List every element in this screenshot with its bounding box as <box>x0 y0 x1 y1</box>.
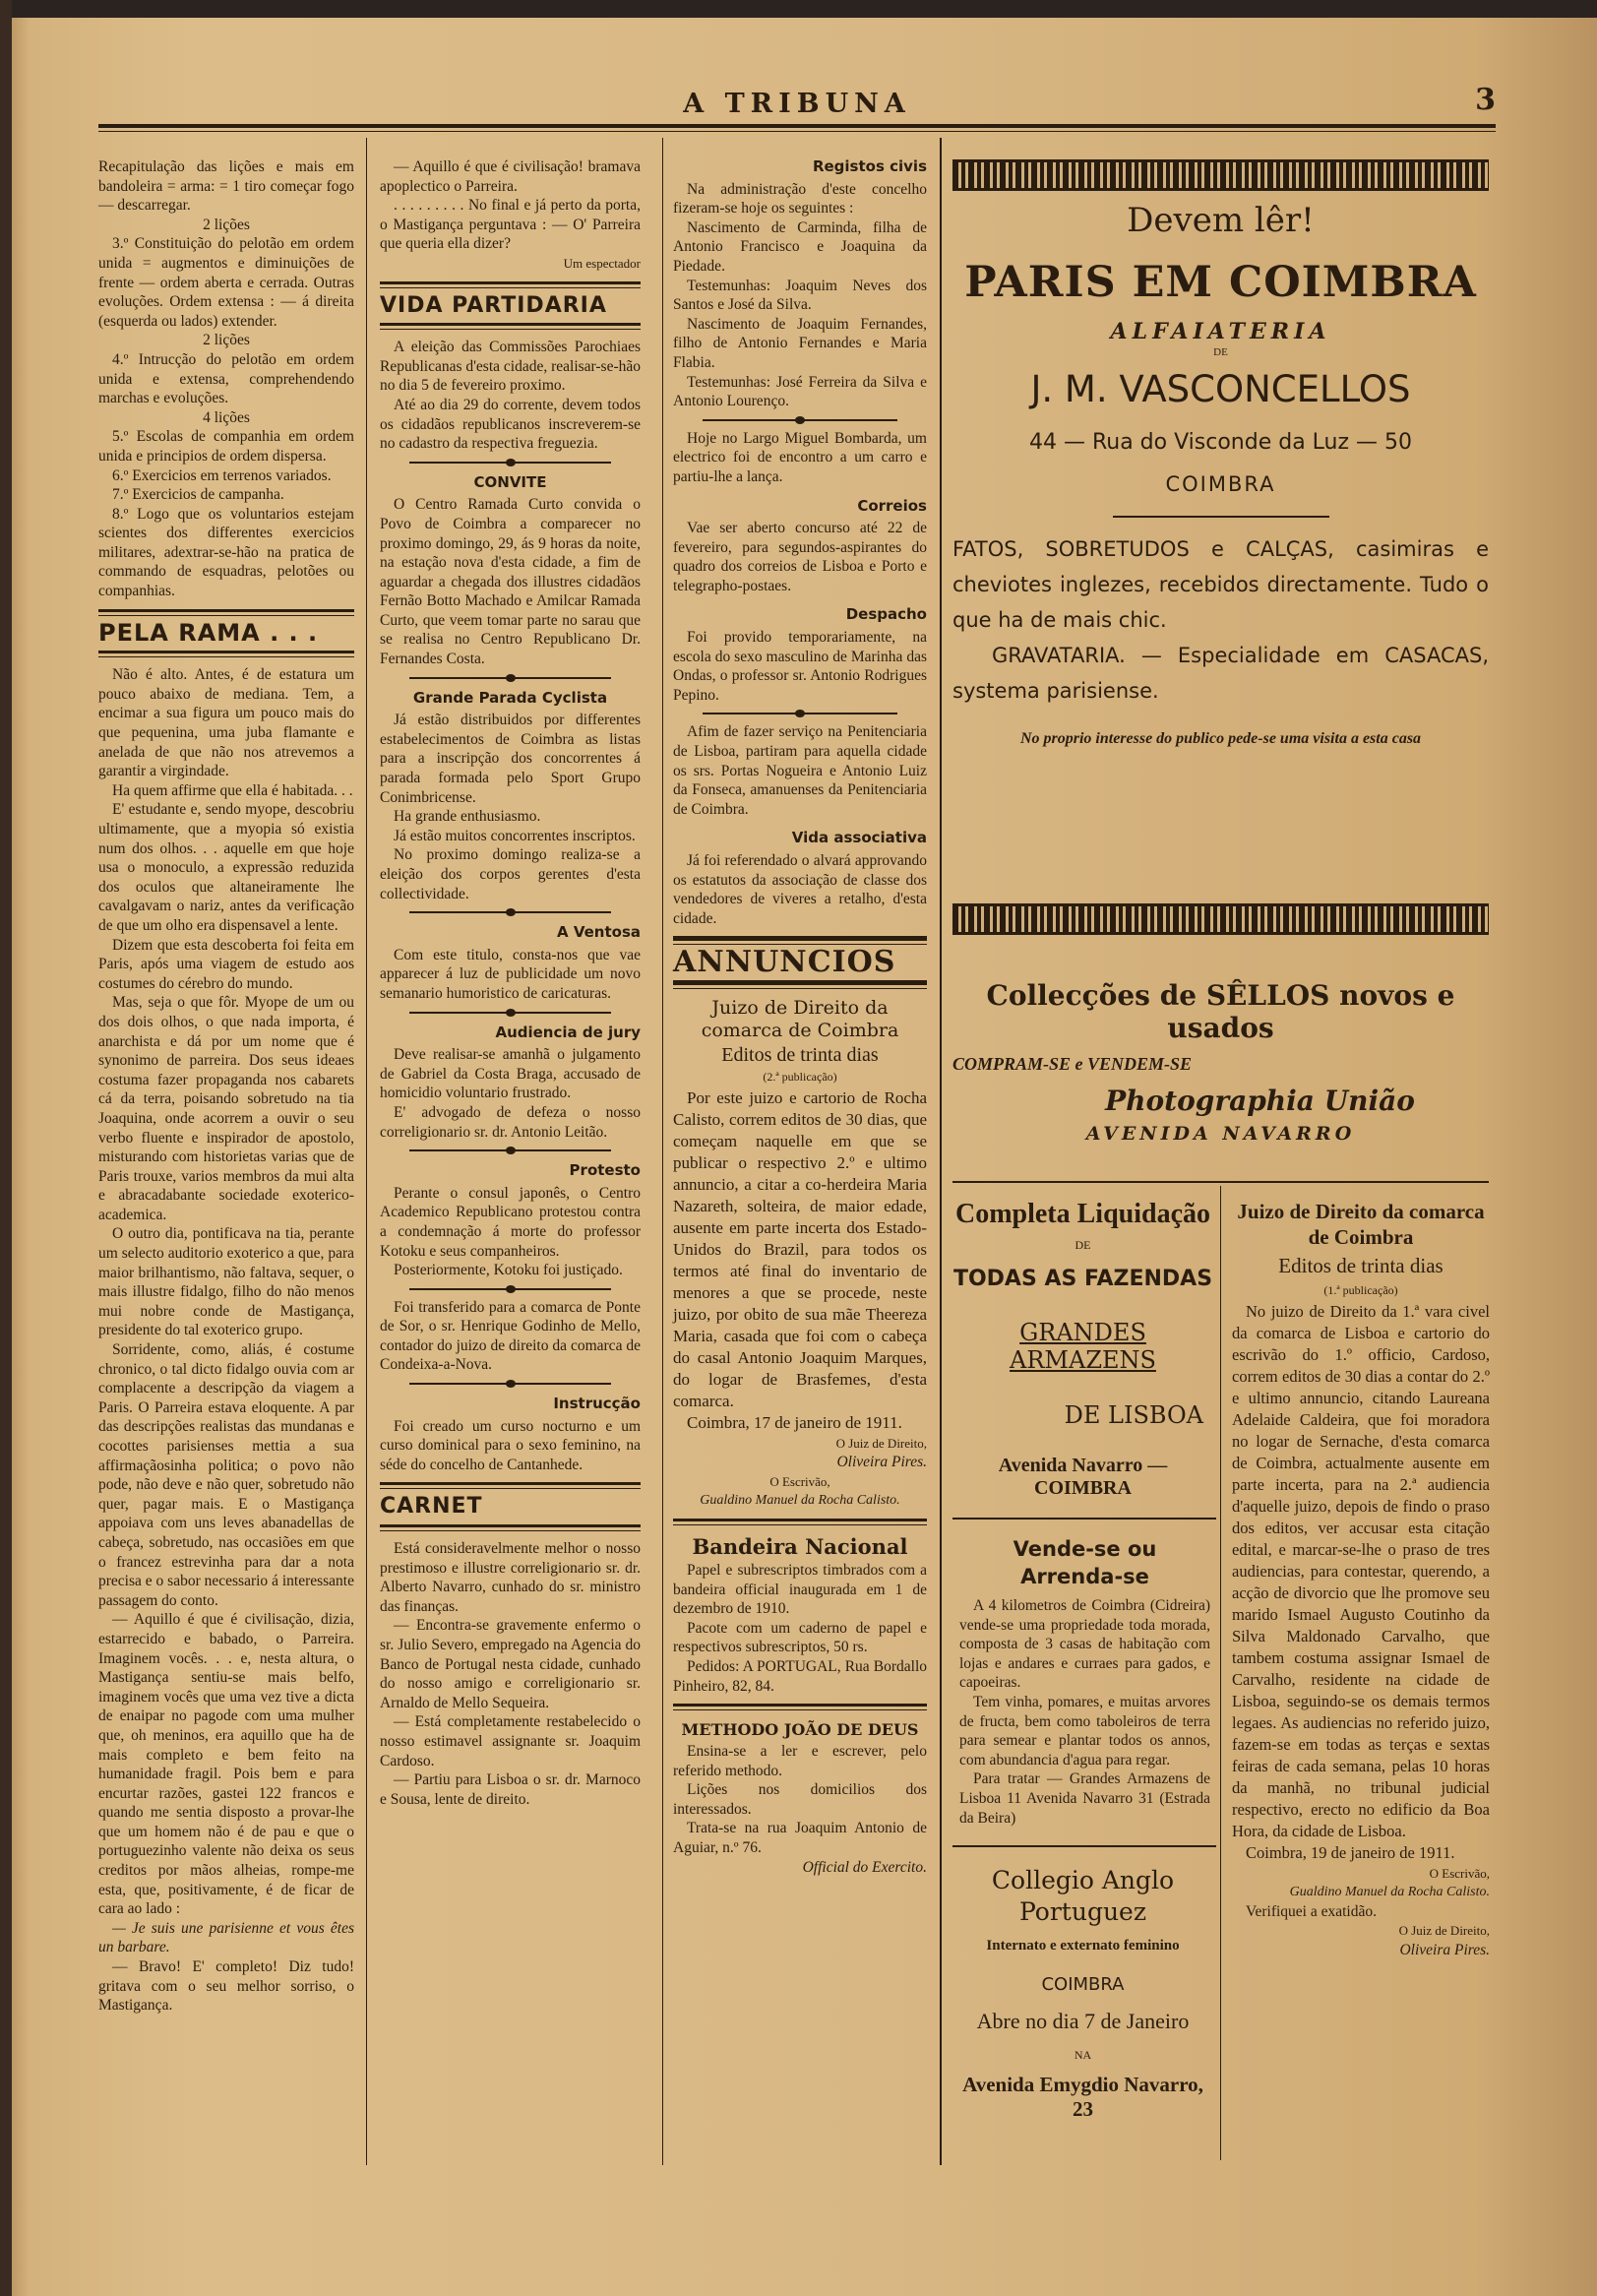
ad-collegio <box>952 1865 1213 2122</box>
section-rule <box>380 323 641 330</box>
paragraph: Testemunhas: Joaquim Neves dos Santos e José da Silva. <box>673 277 927 314</box>
header-rule-thin <box>98 131 1496 132</box>
ad-title: PARIS EM COIMBRA <box>964 258 1477 307</box>
section-rule <box>673 936 927 945</box>
paragraph: Verifiquei a exatidão. <box>1246 1902 1377 1920</box>
ad-subtitle: ALFAIATERIA <box>1110 319 1331 344</box>
paragraph: Deve realisar-se amanhã o julgamento de Gabriel da Costa Braga, accusado de homicidio voluntario frustrado. <box>380 1046 641 1102</box>
separator <box>409 677 611 679</box>
ad-address: Avenida Emygdio Navarro, 23 <box>962 2073 1203 2121</box>
article-title: PELA RAMA . . . <box>98 618 319 647</box>
ad-text: GRAVATARIA. — Especialidade em CASACAS, systema parisiense. <box>952 644 1489 703</box>
paragraph: E' estudante e, sendo myope, descobriu ultimamente, que a myopia só existia num dos olhos. . . aquelle em que hoje usa o monoculo, a expressão reduzida dos oculos que altaneiramente lhe cavalgavam o nariz, antes da verificação de que um olho era dispensavel a lente. <box>98 801 354 934</box>
ad-title: METHODO JOÃO DE DEUS <box>681 1720 919 1740</box>
signature-title: O Escrivão, <box>769 1473 830 1489</box>
paragraph: O Centro Ramada Curto convida o Povo de Coimbra a comparecer no proximo domingo, 29, ás 9 horas da noite, na estação nova d'esta cidade, a fim de aguardar a chegada dos illustres cidadãos Fernão Botto Machado e Amilcar Ramada Curto, que veem tomar parte no sarau que se realisa no Centro Republicano Dr. Fernandes Costa. <box>380 496 641 668</box>
paragraph: Não é alto. Antes, é de estatura um pouco abaixo de mediana. Tem, a encimar a sua figura um pouco mais do que pequenina, uma juba flamante e anelada de que não nos atrevemos a garantir a virgindade. <box>98 666 354 780</box>
ad-title: DE LISBOA <box>1064 1401 1203 1429</box>
column-3 <box>673 157 927 1877</box>
ad-note: No proprio interesse do publico pede-se uma visita a esta casa <box>1019 730 1422 747</box>
binding-edge <box>0 0 12 2296</box>
ad-city: COIMBRA <box>1165 472 1276 496</box>
notice-publication: (2.ª publicação) <box>763 1069 837 1084</box>
ad-juizo <box>1232 1199 1490 1960</box>
subheading: Audiencia de jury <box>495 1023 641 1041</box>
paragraph: Afim de fazer serviço na Penitenciaria de Lisboa, partiram para aquella cidade os srs. Portas Nogueira e Antonio Luiz da Fonseca, amanuenses da Penitenciaria de Coimbra. <box>673 723 927 818</box>
section-rule <box>380 1524 641 1531</box>
paragraph: Ensina-se a ler e escrever, pelo referido methodo. <box>673 1743 927 1779</box>
subheading: 2 lições <box>203 216 250 233</box>
ad-sellos <box>952 979 1489 1145</box>
paragraph: 3.º Constituição do pelotão em ordem unida = augmentos e diminuições de frente — ordem aberta e cerrada. Outras evoluções. Ordem extensa : — á direita (esquerda ou lados) extender. <box>98 235 354 330</box>
section-title: CARNET <box>380 1494 483 1520</box>
column-1 <box>98 157 354 2016</box>
signature: Gualdino Manuel da Rocha Calisto. <box>700 1493 900 1509</box>
ad-address: AVENIDA NAVARRO <box>1085 1123 1356 1145</box>
paragraph: Nascimento de Carminda, filha de Antonio Francisco e Joaquina da Piedade. <box>673 218 927 275</box>
column-rule <box>940 138 942 2165</box>
paragraph: 8.º Logo que os voluntarios estejam scientes dos differentes exercicios militares, adextrar-se-hão na pratica de commando de esquadras, pelotões ou companhias. <box>98 505 354 600</box>
paragraph: Na administração d'este concelho fizeram-se hoje os seguintes : <box>673 180 927 217</box>
separator <box>703 713 897 714</box>
ad-subtitle: COMPRAM-SE e VENDEM-SE <box>952 1054 1193 1074</box>
signature: Oliveira Pires. <box>1399 1941 1490 1958</box>
subheading: Correios <box>857 496 927 515</box>
separator <box>409 1288 611 1290</box>
paragraph: Posteriormente, Kotoku foi justiçado. <box>394 1262 623 1279</box>
ad-title: Collecções de SÊLLOS novos e usados <box>986 979 1455 1044</box>
paragraph: Tem vinha, pomares, e muitas arvores de fructa, bem como taboleiros de terra para semear e plantar todos os annos, com abundancia d'agua para regar. <box>959 1693 1210 1769</box>
ad-address: 44 — Rua do Visconde da Luz — 50 <box>1028 430 1413 455</box>
paragraph: Até ao dia 29 do corrente, devem todos os cidadãos republicanos inscreverem-se no cadastro da respectiva freguezia. <box>380 396 641 453</box>
section-rule <box>380 281 641 288</box>
ad-paris-em-coimbra <box>952 197 1489 748</box>
signature: Official do Exercito. <box>802 1858 927 1876</box>
notice-title: Juizo de Direito da comarca de Coimbra <box>1237 1200 1485 1249</box>
signature-title: O Escrivão, <box>1429 1865 1490 1881</box>
ad-vende-se <box>959 1535 1210 1828</box>
paragraph: Nascimento de Joaquim Fernandes, filho de Antonio Fernandes e Maria Flabia. <box>673 315 927 371</box>
ad-kicker: Devem lêr! <box>1127 201 1315 240</box>
ad-rule <box>952 1518 1216 1520</box>
notice-title: Juizo de Direito da comarca de Coimbra <box>701 996 899 1041</box>
paragraph: Sorridente, como, aliás, é costume chronico, o tal dicto fidalgo ouvia com ar complacente a descripção da viagem a Paris. O Parreira estava eloquente. A par das descripções realistas das mundanas e cocottes parisienses mettia a sua affirmaçãosinha politica; o povo não pode, não deve e não quer, sobretudo não quer, pagar mais. E o Mastigança appoiava com uns leves abanadellas de cabeça, sobretudo, nas occasiões em que o francez estrevinha para dar a nota precisa e o sabor necessario á interessante passagem do conto. <box>98 1341 354 1609</box>
separator <box>409 1383 611 1385</box>
separator <box>409 462 611 464</box>
paragraph: — Bravo! E' completo! Diz tudo! gritava com o seu melhor sorriso, o Mastigança. <box>98 1958 354 2015</box>
section-rule <box>673 1519 927 1525</box>
paragraph: — Aquillo é que é civilisação! bramava apoplectico o Parreira. <box>380 158 641 195</box>
paragraph: Coimbra, 17 de janeiro de 1911. <box>687 1412 902 1432</box>
byline: Um espectador <box>563 255 641 271</box>
subheading: A Ventosa <box>557 923 641 942</box>
ad-name: J. M. VASCONCELLOS <box>1030 368 1411 410</box>
ad-title: Photographia União <box>1105 1085 1415 1117</box>
ad-na: NA <box>1074 2048 1092 2062</box>
ornamental-border <box>952 903 1489 935</box>
paragraph: Hoje no Largo Miguel Bombarda, um electrico foi de encontro a um carro e partiu-lhe a lança. <box>673 429 927 485</box>
paragraph: 7.º Exercicios de campanha. <box>112 486 284 504</box>
section-rule <box>673 980 927 989</box>
ad-title: Collegio Anglo Portuguez <box>991 1866 1175 1926</box>
paragraph: 5.º Escolas de companhia em ordem unida e principios de ordem dispersa. <box>98 428 354 465</box>
notice-subtitle: Editos de trinta dias <box>1278 1254 1443 1277</box>
paragraph: A 4 kilometros de Coimbra (Cidreira) vende-se uma propriedade toda morada, composta de 3 casas de habitação com lojas e andares e curraes para gados, e capoeiras. <box>959 1597 1210 1692</box>
paragraph: Por este juizo e cartorio de Rocha Calisto, correm editos de 30 dias, que começam naquelle em que se publicar o respectivo 2.º e ultimo annuncio, a citar a co-herdeira Maria Nazareth, solteira, de maior edade, ausente em parte incerta dos Estado-Unidos do Brazil, para todos os termos até final do inventario de menores a que se procede, neste juizo, por obito de sua mãe Theereza Maria, casada que foi com o cabeça do casal Antonio Joaquim Marques, do logar de Brasfemes, d'esta comarca. <box>673 1087 927 1410</box>
masthead: A TRIBUNA <box>683 89 911 119</box>
paragraph: Vae ser aberto concurso até 22 de fevereiro, para segundos-aspirantes do quadro dos correios de Lisboa e Porto e telegrapho-postaes. <box>673 520 927 594</box>
section-title: ANNUNCIOS <box>673 945 896 980</box>
subheading: Protesto <box>569 1161 641 1180</box>
paragraph: 4.º Intrucção do pelotão em ordem unida e extensa, comprehendendo marchas e evoluções. <box>98 350 354 407</box>
column-rule <box>662 138 663 2165</box>
ad-subtitle: Internato e externato feminino <box>986 1938 1180 1954</box>
subheading: Instrucção <box>553 1395 641 1413</box>
paragraph: Testemunhas: José Ferreira da Silva e Antonio Lourenço. <box>673 373 927 410</box>
section-rule <box>673 1704 927 1710</box>
ad-column-rule <box>1220 1186 1221 2160</box>
ornamental-border <box>952 159 1489 191</box>
notice-publication: (1.ª publicação) <box>1323 1283 1398 1297</box>
ad-city: COIMBRA <box>1041 1974 1125 1995</box>
paragraph: — Je suis une parisienne et vous êtes un barbare. <box>98 1919 354 1956</box>
ad-liquidacao <box>952 1199 1213 1500</box>
paragraph: — Encontra-se gravemente enfermo o sr. Julio Severo, empregado na Agencia do Banco de Portugal nesta cidade, cunhado do nosso amigo e correligionario sr. Arnaldo de Mello Sequeira. <box>380 1617 641 1711</box>
paragraph: No proximo domingo realiza-se a eleição dos corpos gerentes d'esta collectividade. <box>380 846 641 902</box>
signature-title: O Juiz de Direito, <box>835 1435 927 1451</box>
paragraph: — Partiu para Lisboa o sr. dr. Marnoco e Sousa, lente de direito. <box>380 1771 641 1808</box>
subheading: CONVITE <box>473 472 547 491</box>
paragraph: Foi provido temporariamente, na escola do sexo masculino de Marinha das Ondas, o professor sr. Antonio Rodrigues Pepino. <box>673 629 927 704</box>
paragraph: A eleição das Commissões Parochiaes Republicanas d'esta cidade, realisar-se-hão no dia 5 de fevereiro proximo. <box>380 339 641 395</box>
paragraph: E' advogado de defeza o nosso correligionario sr. dr. Antonio Leitão. <box>380 1103 641 1141</box>
subheading: Despacho <box>845 605 927 624</box>
notice-subtitle: Editos de trinta dias <box>721 1043 879 1066</box>
ad-text: Abre no dia 7 de Janeiro <box>976 2009 1190 2033</box>
paragraph: Foi creado um curso nocturno e um curso dominical para o sexo feminino, na séde do concelho de Cantanhede. <box>380 1417 641 1473</box>
ornament-divider <box>1113 516 1329 518</box>
separator <box>703 419 897 421</box>
paragraph: Perante o consul japonês, o Centro Academico Republicano protestou contra a condemnação á morte do professor Kotoku e seus companheiros. <box>380 1184 641 1260</box>
ad-address: Avenida Navarro — COIMBRA <box>998 1455 1168 1499</box>
paragraph: O outro dia, pontificava na tia, perante um selecto auditorio exoterico a que, para maior brilhantismo, não faltava, sequer, o mais illustre fidalgo, filho do não menos mui nobre conde de Mastigança, presidente do tal exoterico grupo. <box>98 1225 354 1339</box>
paragraph: Foi transferido para a comarca de Ponte de Sor, o sr. Henrique Godinho de Mello, contador do juizo de direito da comarca de Condeixa-a-Nova. <box>380 1298 641 1374</box>
separator <box>409 1012 611 1014</box>
section-title: VIDA PARTIDARIA <box>380 292 607 318</box>
section-rule <box>380 1482 641 1489</box>
separator <box>409 911 611 913</box>
signature-title: O Juiz de Direito, <box>1398 1923 1490 1939</box>
subheading: 2 lições <box>203 332 250 349</box>
paragraph: — Está completamente restabelecido o nosso estimavel assignante sr. Joaquim Cardoso. <box>380 1713 641 1769</box>
paragraph: 6.º Exercicios em terrenos variados. <box>112 466 332 484</box>
paragraph: Trata-se na rua Joaquim Antonio de Aguiar, n.º 76. <box>673 1820 927 1857</box>
paragraph: Para tratar — Grandes Armazens de Lisboa 11 Avenida Navarro 31 (Estrada da Beira) <box>959 1770 1210 1827</box>
separator <box>409 1149 611 1151</box>
section-rule <box>98 609 354 616</box>
ad-rule <box>952 1845 1216 1847</box>
paragraph: Mas, seja o que fôr. Myope de um ou dos dois olhos, o que nada importa, é anarchista e dá por um nome que é synonimo de parreira. Dos seus ideaes costuma fazer propaganda nos cabarets cá da terra, poisando sobretudo na tia Joaquina, onde acorrem a ouvir o seu verbo fluente e inspirador de apostolo, misturando com historietas varias que de Paris trouxe, varios membros da mui alta e abracadabante sociedade exoterico-academica. <box>98 994 354 1223</box>
signature: Oliveira Pires. <box>836 1454 927 1471</box>
ad-de: DE <box>1075 1238 1091 1252</box>
paragraph: Pedidos: A PORTUGAL, Rua Bordallo Pinheiro, 82, 84. <box>673 1657 927 1695</box>
subheading: Registos civis <box>812 157 927 175</box>
paragraph: Está consideravelmente melhor o nosso prestimoso e illustre correligionario sr. dr. Alberto Navarro, cunhado do sr. ministro das finanças. <box>380 1540 641 1615</box>
paragraph: Ha grande enthusiasmo. <box>394 808 541 826</box>
paragraph: Lições nos domicilios dos interessados. <box>673 1781 927 1818</box>
paragraph: Pacote com um caderno de papel e respectivos subrescriptos, 50 rs. <box>673 1619 927 1656</box>
paragraph: Já estão muitos concorrentes inscriptos. <box>394 827 636 844</box>
ad-title: GRANDES ARMAZENS <box>1010 1319 1156 1374</box>
paragraph: . . . . . . . . . No final e já perto da porta, o Mastigança perguntava : — O' Parreira que queria ella dizer? <box>380 197 641 253</box>
subheading: Vida associativa <box>791 829 927 847</box>
top-edge <box>0 0 1597 18</box>
subheading: 4 lições <box>203 408 250 426</box>
paragraph: Já estão distribuidos por differentes estabelecimentos de Coimbra as listas para a inscripção dos concorrentes á parada formada pelo Sport Grupo Conimbricense. <box>380 712 641 806</box>
paragraph: Ha quem affirme que ella é habitada. . . <box>112 781 353 799</box>
paragraph: — Aquillo é que é civilisação, dizia, estarrecido e babado, o Parreira. Imaginem vocês. . . e, nesta altura, o Mastigança sentiu-se mais belfo, imaginem vocês que uma vez tive a dicta de enaipar no pagode com uma mulher que, oh meninos, era aquillo que ha de mais completo e bem feito na humanidade fragil. Pois bem e para encurtar razões, gastei 122 francos e quando me sentia disposto a provar-lhe que um homem não é de pau e que o portuguezinho valente não deixa os seus creditos por mãos alheias, rompe-me esta, que, positivamente, é de ficar de cara ao lado : <box>98 1611 354 1918</box>
page-number: 3 <box>1475 83 1496 117</box>
section-rule <box>98 651 354 657</box>
ad-text: FATOS, SOBRETUDOS e CALÇAS, casimiras e cheviotes inglezes, recebidos directamente. Tudo o que ha de mais chic. <box>952 537 1489 632</box>
ad-title: TODAS AS FAZENDAS <box>952 1267 1213 1291</box>
paragraph: Coimbra, 19 de janeiro de 1911. <box>1246 1842 1455 1862</box>
subheading: Grande Parada Cyclista <box>412 688 608 707</box>
paragraph: Com este titulo, consta-nos que vae apparecer á luz de publicidade um novo semanario humoristico de caricaturas. <box>380 946 641 1002</box>
ad-de: DE <box>1213 346 1228 358</box>
header-rule <box>98 124 1496 128</box>
paragraph: Dizem que esta descoberta foi feita em Paris, após uma viagem de estudo aos costumes do cérebro do mundo. <box>98 936 354 992</box>
ad-title: Bandeira Nacional <box>692 1533 908 1559</box>
ad-title: Vende-se ou Arrenda-se <box>1013 1537 1157 1588</box>
paragraph: Já foi referendado o alvará approvando os estatutos da associação de classe dos vendedores de viveres a retalho, d'esta cidade. <box>673 852 927 927</box>
paragraph: No juizo de Direito da 1.ª vara civel da comarca de Lisboa e cartorio do escrivão do 1.º officio, Cardoso, correm editos de 30 dias a contar do 2.º e ultimo annuncio, citando Laureana Adelaide Caldeira, que foi moradora no logar de Sernache, d'esta comarca de Coimbra, actualmente ausente em parte incerta, para na 2.ª audiencia d'aquelle juizo, depois de findo o praso dos editos, ver accusar esta citação edital, e marcar-se-lhe o praso de tres audiencias, para contestar, querendo, a acção de divorcio que lhe promove seu marido Ismael Augusto Coutinho da Silva Maldonado Carvalho, que tambem costuma assignar Ismael de Carvalho, residente na cidade de Lisboa, seguindo-se os demais termos legaes. As audiencias no referido juizo, fazem-se em todas as terças e sextas feiras de cada semana, pelas 10 horas da manhã, no tribunal judicial respectivo, erecto no edificio da Boa Hora, da cidade de Lisboa. <box>1232 1301 1490 1840</box>
column-rule <box>366 138 367 2165</box>
ad-title: Completa Liquidação <box>954 1199 1211 1229</box>
paragraph: Papel e subrescriptos timbrados com a bandeira official inaugurada em 1 de dezembro de 1910. <box>673 1561 927 1618</box>
ad-rule <box>952 1181 1489 1183</box>
paragraph: Recapitulação das lições e mais em bandoleira = arma: = 1 tiro começar fogo — descarregar. <box>98 158 354 215</box>
column-2 <box>380 157 641 1809</box>
signature: Gualdino Manuel da Rocha Calisto. <box>1289 1885 1490 1900</box>
